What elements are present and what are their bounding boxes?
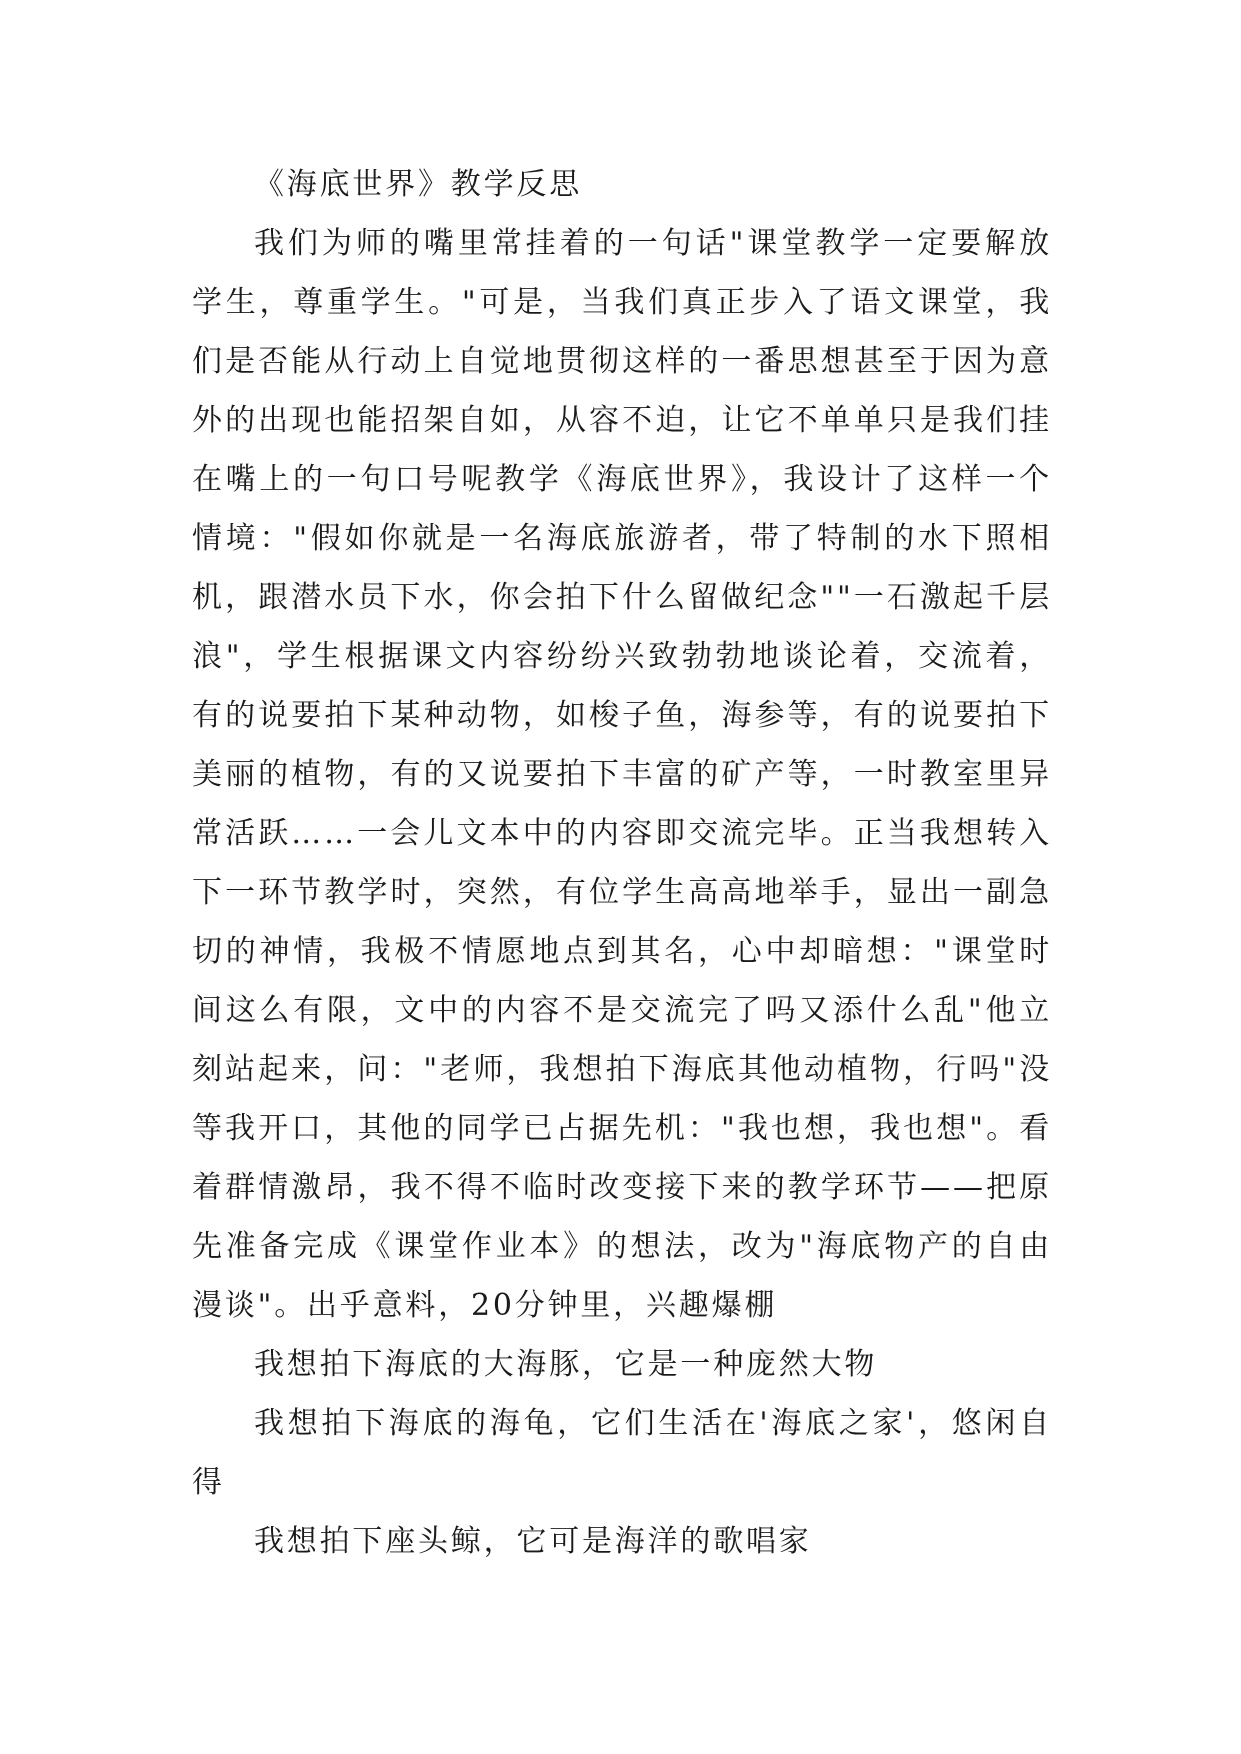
document-body: [192, 155, 1052, 1571]
document-title: 《海底世界》教学反思: [254, 167, 582, 202]
paragraph-1: 我们为师的嘴里常挂着的一句话"课堂教学一定要解放学生，尊重学生。"可是，当我们真正步入了语文课堂，我们是否能从行动上自觉地贯彻这样的一番思想甚至于因为意外的出现也能招架自如，从容不迫，让它不单单只是我们挂在嘴上的一句口号呢教学《海底世界》，我设计了这样一个情境："假如你就是一名海底旅游者，带了特制的水下照相机，跟潜水员下水，你会拍下什么留做纪念""一石激起千层浪"，学生根据课文内容纷纷兴致勃勃地谈论着，交流着，有的说要拍下某种动物，如梭子鱼，海参等，有的说要拍下美丽的植物，有的又说要拍下丰富的矿产等，一时教室里异常活跃……一会儿文本中的内容即交流完毕。正当我想转入下一环节教学时，突然，有位学生高高地举手，显出一副急切的神情，我极不情愿地点到其名，心中却暗想："课堂时间这么有限，文中的内容不是交流完了吗又添什么乱"他立刻站起来，问："老师，我想拍下海底其他动植物，行吗"没等我开口，其他的同学已占据先机："我也想，我也想"。看着群情激昂，我不得不临时改变接下来的教学环节——把原先准备完成《课堂作业本》的想法，改为"海底物产的自由漫谈"。出乎意料，20分钟里，兴趣爆棚: [192, 226, 1052, 1323]
paragraph-2: 我想拍下海底的大海豚，它是一种庞然大物: [254, 1347, 878, 1382]
paragraph-4: 我想拍下座头鲸，它可是海洋的歌唱家: [254, 1524, 812, 1559]
paragraph-3: 我想拍下海底的海龟，它们生活在'海底之家'，悠闲自得: [192, 1406, 1052, 1500]
